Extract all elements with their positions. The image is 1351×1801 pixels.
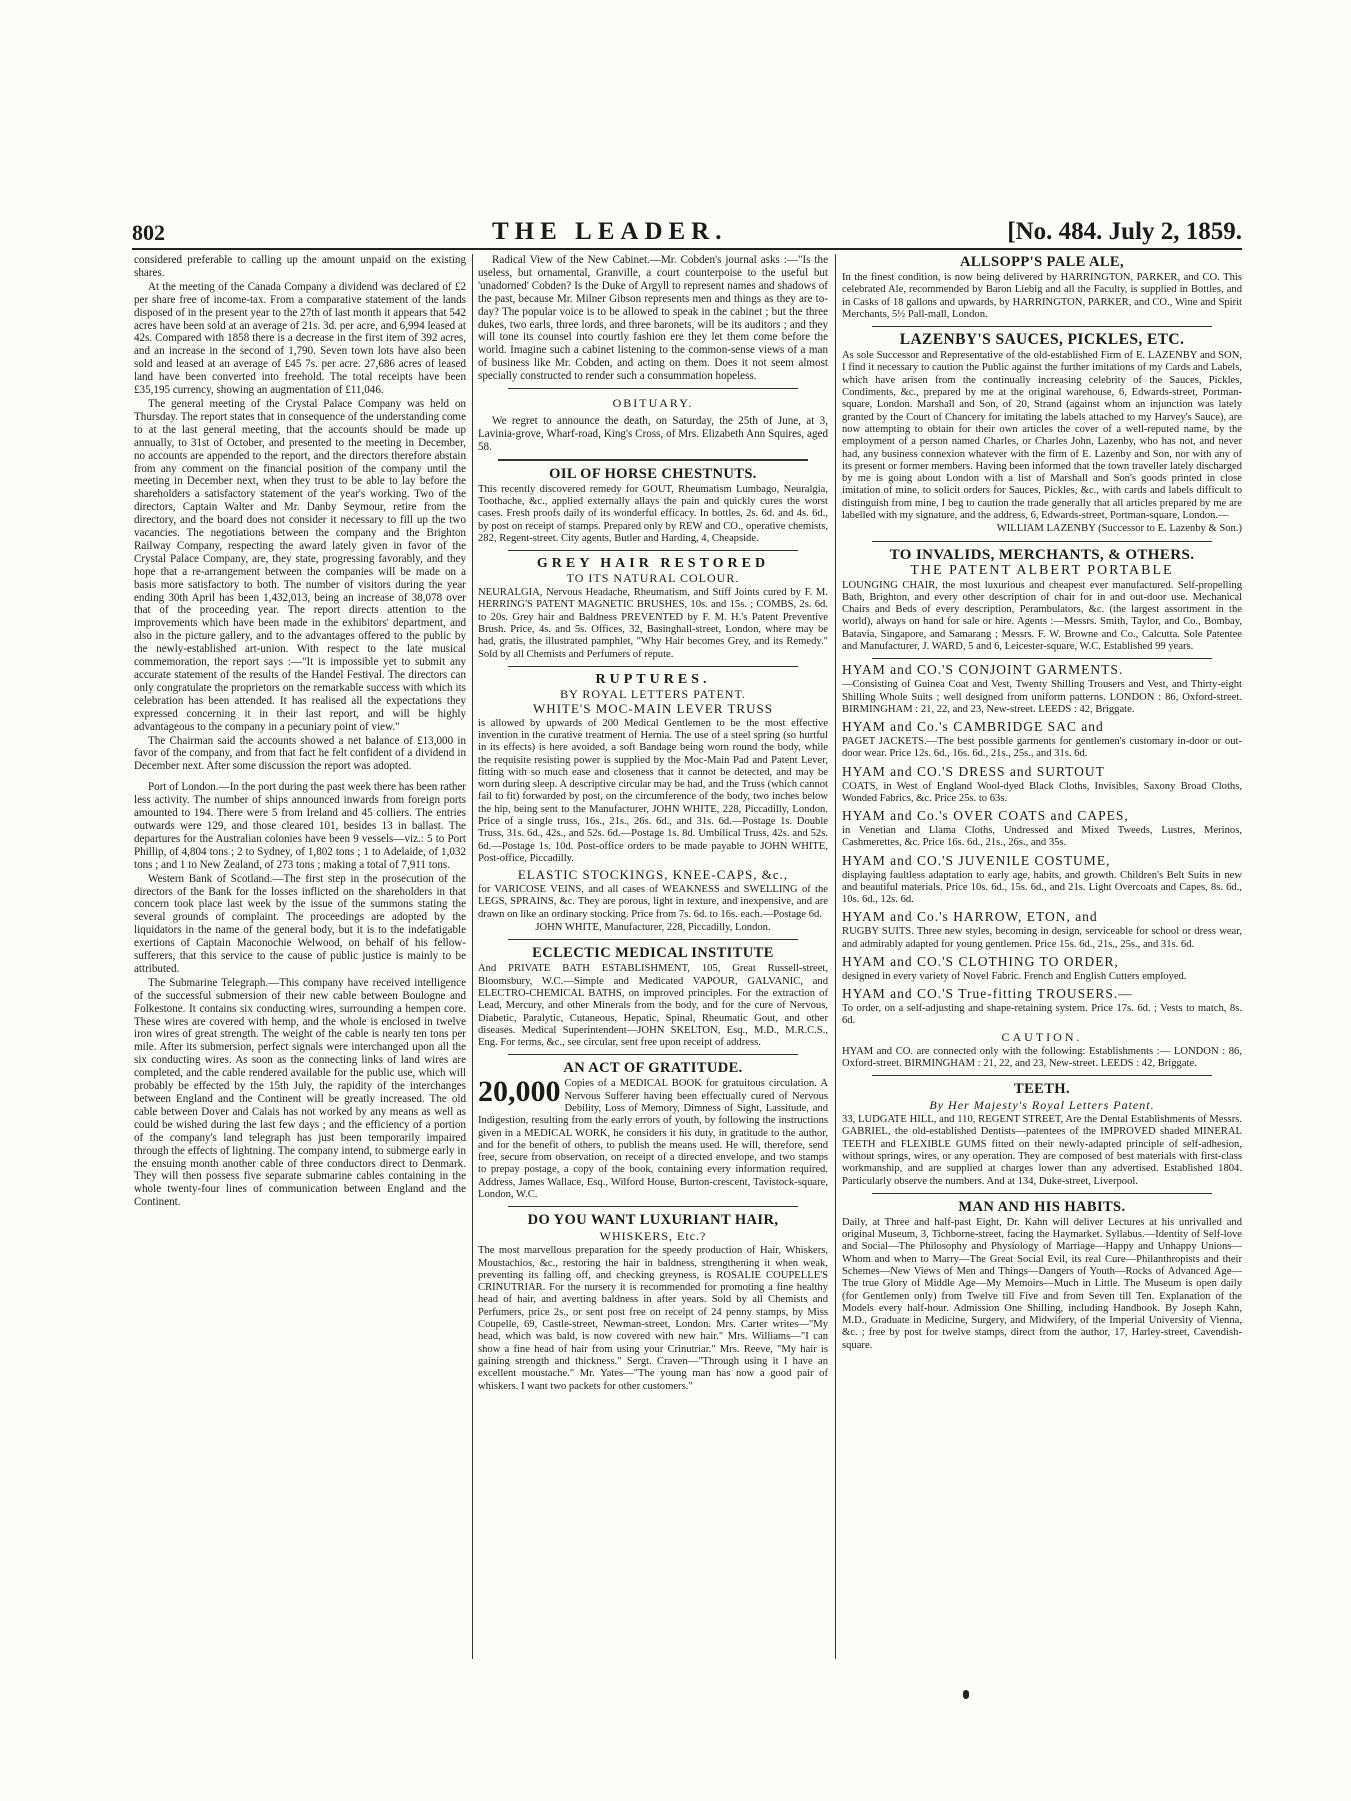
ad-heading: ECLECTIC MEDICAL INSTITUTE bbox=[532, 945, 774, 962]
ad-heading: HYAM and Co.'s OVER COATS and CAPES, bbox=[842, 808, 1129, 824]
ad-heading: HYAM and CO.'S CLOTHING TO ORDER, bbox=[842, 953, 1119, 969]
ad-heading: HYAM and Co.'s HARROW, ETON, and bbox=[842, 909, 1098, 925]
ink-mark bbox=[963, 1690, 969, 1699]
ad-text: RUGBY SUITS. Three new styles, becoming in design, serviceable for school or dress wear, and admirably adapted for young gentlemen. Price 15s. 6d., 21s., 25s., and 31s. 6d. bbox=[842, 926, 1242, 950]
column-1 bbox=[134, 254, 466, 1674]
ad-text: NEURALGIA, Nervous Headache, Rheumatism, and Stiff Joints cured by F. M. HERRING'S PATENT MAGNETIC BRUSHES, 10s. and 15s. ; COMBS, 2s. 6d. to 20s. Grey hair and Baldness PREVENTED by F. M. H.'s Patent Preventive Brush. Price, 4s. and 5s. Offices, 32, Basinghall-street, London, where may be had, gratis, the illustrated pamphlet, "Why Hair becomes Grey, and its Remedy." Sold by all Chemists and Perfumers of repute. bbox=[478, 587, 828, 660]
ad-hyam-overcoats bbox=[842, 810, 1242, 850]
ad-product-name: WHITE'S MOC-MAIN LEVER TRUSS bbox=[533, 700, 773, 716]
ad-allsopps-ale bbox=[842, 254, 1242, 321]
ad-text: As sole Successor and Representative of the old-established Firm of E. LAZENBY and SON, I find it necessary to caution the Public against the further imitations of my Cards and Labels, which have arisen from the continually increasing celebrity of the Sauces, Pickles, Condiments, &c., prepared by me at the original warehouse, 6, Edwards-street, Portman-square, London. Marshall and Son, of 20, Strand (against whom an injunction was lately granted by the Court of Chancery for imitating the labels attached to my Harvey's Sauce), are now attempting to obtain for their own articles the cover of a well-reputed name, by the employment of a person named Charles, or Charles John, Lazenby, who has not, and never had, any business connexion whatever with the firm of E. Lazenby and Son, nor with any of its present or former members. Having been informed that the town traveller lately discharged by me is going about London with a list of Marshall and Son's goods printed in close imitation of mine, to solicit orders for Sauces, Pickles, &c., with cards and labels difficult to distinguish from mine, I beg to caution the trade generally that all articles prepared by me are labelled with my signature, and the address, 6, Edwards-street, Portman-square, London.— bbox=[842, 350, 1242, 522]
ad-heading: RUPTURES. bbox=[595, 671, 711, 687]
ad-heading: HYAM and CO.'S True-fitting TROUSERS.— bbox=[842, 986, 1133, 1002]
ad-eclectic-institute bbox=[478, 945, 828, 1049]
ad-subheading: BY ROYAL LETTERS PATENT. bbox=[560, 686, 746, 701]
column-2 bbox=[478, 254, 828, 1674]
divider bbox=[872, 658, 1212, 659]
issue-info: [No. 484. July 2, 1859. bbox=[1007, 218, 1242, 245]
ad-heading: ALLSOPP'S PALE ALE, bbox=[959, 254, 1125, 270]
ad-heading: TEETH. bbox=[1014, 1081, 1070, 1098]
paragraph-submarine-telegraph: The Submarine Telegraph.—This company have received intelligence of the successful submersion of their new cable between Boulogne and Folkestone. It contains six conducting wires, surrounding a hempen core. These wires are covered with hemp, and the whole is enclosed in twelve iron wires of great strength. The weight of the cable is nearly ten tons per mile. After its submersion, perfect signals were interchanged upon all the six conducting wires. As soon as the connecting links of land wires are completed, and the cable rendered available for the public use, which will probably be effected by the 15th July, the rapidity of the interchanges between England and the Continent will be greatly increased. The old cable between Dover and Calais has not worked by any means as well as could be wished during the last few days ; and the efficiency of a portion of the company's land telegraph has just been temporarily impaired through the effects of lightning. The company intend, to submerge early in the ensuing month another cable of three conductors direct to Denmark. They will then possess five separate submarine cables containing in the whole twenty-four lines of communication between England and the Continent. bbox=[134, 976, 466, 1209]
divider bbox=[508, 939, 798, 940]
ad-luxuriant-hair bbox=[478, 1212, 828, 1392]
ad-ruptures bbox=[478, 672, 828, 865]
ad-hyam-dress bbox=[842, 763, 1242, 806]
ad-hyam-conjoint bbox=[842, 664, 1242, 716]
divider bbox=[508, 1054, 798, 1055]
divider bbox=[508, 666, 798, 667]
ad-text: —Consisting of Guinea Coat and Vest, Twenty Shilling Trousers and Vest, and Thirty-eight Shilling Whole Suits ; well designed from uniform patterns. LONDON : 86, Oxford-street. BIRMINGHAM : 21, 22, and 23, New-street. LEEDS : 42, Briggate. bbox=[842, 679, 1242, 715]
ad-text: is allowed by upwards of 200 Medical Gentlemen to be the most effective invention in the curative treatment of Hernia. The use of a steel spring (so hurtful in its effects) is here avoided, a soft Bandage being worn round the body, while the requisite resisting power is supplied by the Moc-Main Pad and Patent Lever, fitting with so much ease and closeness that it cannot be detected, and may be worn during sleep. A descriptive circular may be had, and the Truss (which cannot fail to fit) forwarded by post, on the circumference of the body, two inches below the hip, being sent to the Manufacturer, JOHN WHITE, 228, Piccadilly, London. Price of a single truss, 16s., 21s., 26s. 6d., and 31s. 6d.—Postage 1s. Double Truss, 31s. 6d., 42s., and 52s. 6d.—Postage 1s. 8d. Umbilical Truss, 42s. and 52s. 6d.—Postage 1s. 10d. Post-office orders to be made payable to JOHN WHITE, Post-office, Piccadilly. bbox=[478, 717, 828, 864]
page-number: 802 bbox=[132, 220, 165, 245]
ad-hyam-trousers bbox=[842, 988, 1242, 1070]
ad-heading: HYAM and Co.'s CAMBRIDGE SAC and bbox=[842, 719, 1104, 735]
paragraph-canada-company: At the meeting of the Canada Company a dividend was declared of £2 per share free of income-tax. From a comparative statement of the lands disposed of in the present year to the 27th of last month it appears that 542 acres have been sold at an average of 21s. 3d. per acre, and 6,994 leased at 42s. Compared with 1858 there is a decrease in the first item of 392 acres, and an increase in the second of 1,790. Seven town lots have also been sold and leased at an average of £45 7s. per acre. 27,686 acres of leased land have been converted into freehold. The total receipts have been £35,195 currency, showing an augmentation of £11,046. bbox=[134, 280, 466, 397]
ad-subheading: WHISKERS, Etc.? bbox=[599, 1229, 707, 1244]
ad-heading: GREY HAIR RESTORED bbox=[536, 556, 770, 572]
paragraph-western-bank: Western Bank of Scotland.—The first step in the prosecution of the directors of the Bank for the losses inflicted on the shareholders in that concern took place last week by the issue of the summons stating the several grounds of complaint. The proceedings are adopted by the liquidators in the name of the general body, but it is to the indefatigable exertions of Captain Maconochie Welwood, on behalf of his fellow-sufferers, that this service to the cause of public justice is mainly to be attributed. bbox=[134, 872, 466, 975]
ad-text: In the finest condition, is now being delivered by HARRINGTON, PARKER, and CO. This celebrated Ale, recommended by Baron Liebig and all the Faculty, is supplied in Bottles, and in Casks of 18 gallons and upwards, by HARRINGTON, PARKER, and CO., Wine and Spirit Merchants, 5½ Pall-mall, London. bbox=[842, 272, 1242, 320]
obituary-heading: OBITUARY. bbox=[612, 396, 694, 411]
ad-text: designed in every variety of Novel Fabric. French and English Cutters employed. bbox=[842, 970, 1187, 982]
ad-heading: MAN AND HIS HABITS. bbox=[958, 1198, 1126, 1215]
ad-hyam-harrow bbox=[842, 911, 1242, 951]
divider bbox=[872, 541, 1212, 542]
divider bbox=[872, 326, 1212, 327]
ad-text: in Venetian and Llama Cloths, Undressed and Mixed Tweeds, Lustres, Merinos, Cashmerettes, &c. Price 16s. 6d., 21s., 26s., and 35s. bbox=[842, 825, 1242, 849]
ad-text: This recently discovered remedy for GOUT, Rheumatism Lumbago, Neuralgia, Toothache, &c., applied externally allays the pain and quickly cures the worst cases. Fresh proofs daily of its wonderful efficacy. In bottles, 2s. 6d. and 4s. 6d., by post on receipt of stamps. Prepared only by REW and CO., operative chemists, 282, Regent-street. City agents, Butler and Harding, 4, Cheapside. bbox=[478, 483, 828, 544]
ad-subheading: By Her Majesty's Royal Letters Patent. bbox=[929, 1098, 1155, 1113]
divider bbox=[872, 1075, 1212, 1076]
ad-text: COATS, in West of England Wool-dyed Black Cloths, Invisibles, Saxony Broad Cloths, Wonded Fabrics, &c. Price 25s. to 63s. bbox=[842, 780, 1242, 804]
caution-heading: CAUTION. bbox=[1001, 1029, 1083, 1044]
ad-heading: TO INVALIDS, MERCHANTS, & OTHERS. bbox=[889, 546, 1195, 563]
caution-text: HYAM and CO. are connected only with the following: Establishments :— LONDON : 86, Oxford-street. BIRMINGHAM : 21, 22, and 23, New-street. LEEDS : 42, Briggate. bbox=[842, 1045, 1242, 1069]
ad-horse-chestnuts bbox=[478, 466, 828, 545]
ad-hyam-juvenile bbox=[842, 852, 1242, 907]
ad-product-name: THE PATENT ALBERT PORTABLE bbox=[910, 562, 1174, 578]
ad-grey-hair bbox=[478, 556, 828, 661]
paper-title: THE LEADER. bbox=[492, 218, 728, 245]
ad-text: And PRIVATE BATH ESTABLISHMENT, 105, Great Russell-street, Bloomsbury, W.C.—Simple and Medicated VAPOUR, GALVANIC, and ELECTRO-CHEMICAL BATHS, on improved principles. For the extraction of Lead, Mercury, and other Minerals from the body, and for the cure of Nervous, Diabetic, Paralytic, Cutaneous, Hepatic, Spinal, Rheumatic Gout, and other diseases. Medical Superintendent—JOHN SKELTON, Esq., M.D., M.R.C.S., Eng. For terms, &c., see circular, sent free upon receipt of address. bbox=[478, 963, 828, 1049]
column-3 bbox=[842, 254, 1242, 1664]
paragraph-chairman: The Chairman said the accounts showed a net balance of £13,000 in favor of the company, and from that fact he felt confident of a dividend in December next. After some discussion the report was adopted. bbox=[134, 734, 466, 773]
ad-heading: HYAM and CO.'S JUVENILE COSTUME, bbox=[842, 852, 1111, 868]
ad-lazenbys-sauces bbox=[842, 332, 1242, 535]
column-rule-1 bbox=[472, 254, 473, 1659]
paragraph-radical-view: Radical View of the New Cabinet.—Mr. Cobden's journal asks :—"Is the useless, but ornamental, Granville, a court counterpoise to the useful but 'unadorned' Cobden? Is the Duke of Argyll to represent names and shadows of the past, because Mr. Milner Gibson represents men and things as they are to-day? The popular voice is to be allowed to speak in the cabinet ; but the three dukes, two earls, three lords, and three baronets, will be its auditors ; and they will tone its counsel into courtly fashion ere they let them come before the world. Imagine such a cabinet listening to the common-sense views of a man of business like Mr. Cobden, and acting on them. Does it not seem almost specially constructed to render such a consummation hopeless. bbox=[478, 254, 828, 383]
ad-heading: HYAM and CO.'S DRESS and SURTOUT bbox=[842, 763, 1105, 779]
ad-text: PAGET JACKETS.—The best possible garments for gentlemen's customary in-door or out-door wear. Price 12s. 6d., 16s. 6d., 21s., 25s., and 31s. 6d. bbox=[842, 736, 1242, 760]
divider bbox=[508, 1206, 798, 1207]
ad-text: LOUNGING CHAIR, the most luxurious and cheapest ever manufactured. Self-propelling Bath, Brighton, and every other description of chair for in and out-door use. Mechanical Chairs and Beds of every description, Perambulators, &c. (the largest assortment in the world), always on hand for sale or hire. Agents :—Messrs. Smith, Taylor, and Co., Bombay, Batavia, Singapore, and Samarang ; Messrs. F. W. Browne and Co., Calcutta. Sole Patentee and Manufacturer, J. WARD, 5 and 6, Leicester-square, W.C. Established 99 years. bbox=[842, 579, 1242, 653]
ad-man-and-his-habits bbox=[842, 1199, 1242, 1352]
ad-text: The most marvellous preparation for the speedy production of Hair, Whiskers, Moustachios, &c., restoring the hair in baldness, strengthening it when weak, preventing its falling off, and checking greyness, is ROSALIE COUPELLE'S CRINUTRIAR. For the nursery it is recommended for promoting a fine healthy head of hair, and averting baldness in after years. Sold by all Chemists and Perfumers, price 2s., or sent post free on receipt of 24 penny stamps, by Miss Coupelle, 69, Castle-street, Newman-street, London. Mrs. Carter writes—"My head, which was bald, is now covered with new hair." Mrs. Williams—"I can show a fine head of hair from using your Crinutriar." Mrs. Reeve, "My hair is gaining strength and thickness." Sergt. Craven—"Through using it I have an excellent moustache." Mr. Yates—"The young man has now a good pair of whiskers. I want two packets for other customers." bbox=[478, 1245, 828, 1392]
ad-signature: WILLIAM LAZENBY (Successor to E. Lazenby & Son.) bbox=[996, 523, 1242, 535]
ad-heading: HYAM and CO.'S CONJOINT GARMENTS. bbox=[842, 662, 1124, 678]
ad-subheading: TO ITS NATURAL COLOUR. bbox=[566, 571, 740, 586]
ad-text: displaying faultless adaptation to early age, habits, and growth. Children's Belt Suits in new and beautiful materials. Price 10s. 6d., 15s. 6d., and 21s. Light Overcoats and Capes, 8s. 6d., 10s. 6d., 12s. 6d. bbox=[842, 869, 1242, 906]
masthead bbox=[132, 218, 1242, 250]
ad-heading: LAZENBY'S SAUCES, PICKLES, ETC. bbox=[899, 331, 1185, 349]
ad-text: To order, on a self-adjusting and shape-retaining system. Price 17s. 6d. ; Vests to match, 8s. 6d. bbox=[842, 1003, 1242, 1027]
paragraph-shares: considered preferable to calling up the amount unpaid on the existing shares. bbox=[134, 254, 466, 279]
ad-heading: DO YOU WANT LUXURIANT HAIR, bbox=[527, 1212, 779, 1229]
column-rule-2 bbox=[835, 254, 836, 1659]
ad-elastic-stockings bbox=[478, 869, 828, 934]
ad-invalids bbox=[842, 547, 1242, 654]
ad-text: Copies of a MEDICAL BOOK for gratuitous circulation. A Nervous Sufferer having been effectually cured of Nervous Debility, Loss of Memory, Dimness of Sight, Lassitude, and Indigestion, resulting from the early errors of youth, by following the instructions given in a MEDICAL WORK, he considers it his duty, in gratitude to the author, and for the benefit of others, to publish the means used. He will, therefore, send free, secure from observation, on receipt of a directed envelope, and two stamps to prepay postage, a copy of the book, containing every information required. Address, James Wallace, Esq., Wilford House, Burton-crescent, Tavistock-square, London, W.C. bbox=[478, 1078, 828, 1201]
divider bbox=[508, 388, 798, 389]
obituary-text: We regret to announce the death, on Saturday, the 25th of June, at 3, Lavinia-grove, Wharf-road, King's Cross, of Mrs. Elizabeth Ann Squires, aged 58. bbox=[478, 414, 828, 453]
ad-big-number: 20,000 bbox=[478, 1075, 561, 1109]
divider bbox=[872, 1193, 1212, 1194]
ad-text: 33, LUDGATE HILL, and 110, REGENT STREET, Are the Dental Establishments of Messrs. GABRIEL, the old-established Dentists—patentees of the IMPROVED shaded MINERAL TEETH and FLEXIBLE GUMS fitted on their newly-adapted principle of self-adhesion, without springs, wires, or any operation. They are composed of best materials with first-class workmanship, and are supplied at charges lower than any advertised. Established 1804. Particularly observe the numbers. And at 134, Duke-street, Liverpool. bbox=[842, 1114, 1242, 1187]
paragraph-port-of-london: Port of London.—In the port during the past week there has been rather less activity. The number of ships announced inwards from foreign ports amounted to 194. There were 5 from Ireland and 45 colliers. The entries outwards were 129, and those cleared 101, besides 13 in ballast. The departures for the Australian colonies have been 9 vessels—viz.: 5 to Port Phillip, of 4,804 tons ; 2 to Sydney, of 1,802 tons ; 1 to Adelaide, of 1,032 tons ; and 1 to New Zealand, of 273 tons ; making a total of 7,911 tons. bbox=[134, 781, 466, 871]
paragraph-crystal-palace: The general meeting of the Crystal Palace Company was held on Thursday. The report states that in consequence of the understanding come to at the last general meeting, that the accounts should be made up annually, to 31st of October, and presented to the meeting in December, no accounts are appended to the report, and the directors therefore abstain from any comment on the financial position of the company until the meeting in December next, when they trust to be able to lay before the shareholders a satisfactory statement of the year's working. Two of the directors, Captain Walter and Mr. Danby Seymour, retire from the directory, and the board does not consider it necessary to fill up the two vacancies. The negotiations between the company and the Brighton Railway Company, respecting the award lately given in favor of the Crystal Palace Company, are, they state, progressing favorably, and they hope that a re-arrangement between the companies will be made on a basis more satisfactory to both. The number of visitors during the year ending 30th April has been 1,432,013, being an increase of 38,078 over that of the proceeding year. The report directs attention to the improvements which have been made in the exhibitors' department, and also in the picture gallery, and to the advantages offered to the public by the newly-established art-union. With respect to the late musical commemoration, the report says :—"It is impossible yet to submit any accurate statement of the results of the Handel Festival. The directors can only congratulate the proprietors on the remarkable success with which its celebration has been attended. It has realised all the expectations they expressed concerning it in their last report, and will be highly advantageous to the company in a pecuniary point of view." bbox=[134, 397, 466, 733]
ad-hyam-clothing bbox=[842, 953, 1242, 983]
ad-signature: JOHN WHITE, Manufacturer, 228, Piccadilly, London. bbox=[535, 922, 771, 934]
ad-act-of-gratitude bbox=[478, 1060, 828, 1201]
ad-text: Daily, at Three and half-past Eight, Dr. Kahn will deliver Lectures at his unrivalled and original Museum, 3, Tichborne-street, facing the Haymarket. Syllabus.—Identity of Self-love and Social—The Philosophy and Physiology of Marriage—Happy and Unhappy Unions—Whom and when to Marry—The Great Social Evil, its real Cure—Philanthropists and their Schemes—New Views of Men and Things—Dangers of Youth—Rocks of Advanced Age—The true Glory of Middle Age—My Memoirs—Much in Little. The Museum is open daily (for Gentlemen only) from Twelve till Five and from Seven till Ten. Explanation of the Models every half-hour. Admission One Shilling, including Handbook. By Joseph Kahn, M.D., Graduate in Medicine, Surgery, and Midwifery, of the Imperial University of Vienna, &c. ; free by post for twelve stamps, direct from the author, 17, Harley-street, Cavendish-square. bbox=[842, 1216, 1242, 1351]
ad-heading: OIL OF HORSE CHESTNUTS. bbox=[549, 465, 757, 482]
ad-hyam-cambridge bbox=[842, 721, 1242, 761]
ad-text: for VARICOSE VEINS, and all cases of WEAKNESS and SWELLING of the LEGS, SPRAINS, &c. They are porous, light in texture, and inexpensive, and are drawn on like an ordinary stocking. Price from 7s. 6d. to 16s. each.—Postage 6d. bbox=[478, 884, 828, 920]
divider bbox=[508, 550, 798, 551]
ad-heading: ELASTIC STOCKINGS, KNEE-CAPS, &c., bbox=[517, 867, 789, 883]
ad-heading: AN ACT OF GRATITUDE. bbox=[563, 1060, 743, 1077]
divider bbox=[498, 459, 808, 461]
ad-teeth bbox=[842, 1081, 1242, 1188]
